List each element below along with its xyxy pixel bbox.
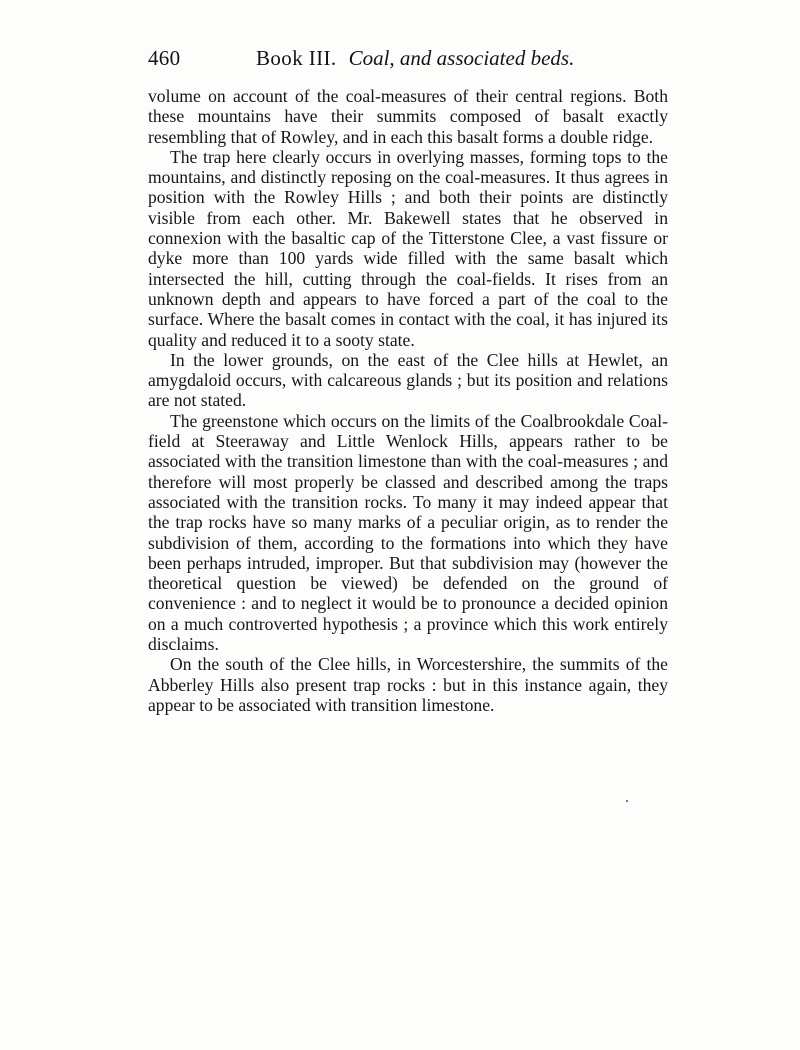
paragraph: The greenstone which occurs on the limits of the Coalbrookdale Coal-field at Steeraway and Little Wenlock Hills, appears rather to be associated with the transition limestone than with the coal-measures ; and therefore will most properly be classed and described among the traps associated with the transition rocks. To many it may indeed appear that the trap rocks have so many marks of a peculiar origin, as to render the subdivision of them, according to the formations into which they have been perhaps intruded, improper. But that subdivision may (however the theoretical question be viewed) be defended on the ground of convenience : and to neglect it would be to pronounce a decided opinion on a much controverted hypothesis ; a province which this work entirely disclaims. (148, 410, 668, 655)
running-head (256, 46, 574, 71)
paragraph: In the lower grounds, on the east of the Clee hills at Hewlet, an amygdaloid occurs, with calcareous glands ; but its position and relations are not stated. (148, 349, 668, 411)
page-header (148, 46, 668, 78)
body-text (148, 86, 668, 715)
paragraph-continuation: volume on account of the coal-measures of their central regions. Both these mountains have their summits composed of basalt exactly resembling that of Rowley, and in each this basalt forms a double ridge. (148, 86, 668, 147)
paper-speck (626, 800, 628, 802)
page-number: 460 (148, 46, 181, 70)
paragraph: On the south of the Clee hills, in Worcestershire, the summits of the Abberley Hills also present trap rocks : but in this instance again, they appear to be associated with transition limestone. (148, 654, 668, 715)
chapter-subject: Coal, and associated beds. (348, 46, 575, 70)
paragraph: The trap here clearly occurs in overlying masses, forming tops to the mountains, and distinctly reposing on the coal-measures. It thus agrees in position with the Rowley Hills ; and both their points are distinctly visible from each other. Mr. Bakewell states that he observed in connexion with the basaltic cap of the Titterstone Clee, a vast fissure or dyke more than 100 yards wide filled with the same basalt which intersected the hill, cutting through the coal-fields. It rises from an unknown depth and appears to have forced a part of the coal to the surface. Where the basalt comes in contact with the coal, it has injured its quality and reduced it to a sooty state. (148, 146, 668, 350)
book-label: Book III. (256, 46, 337, 70)
